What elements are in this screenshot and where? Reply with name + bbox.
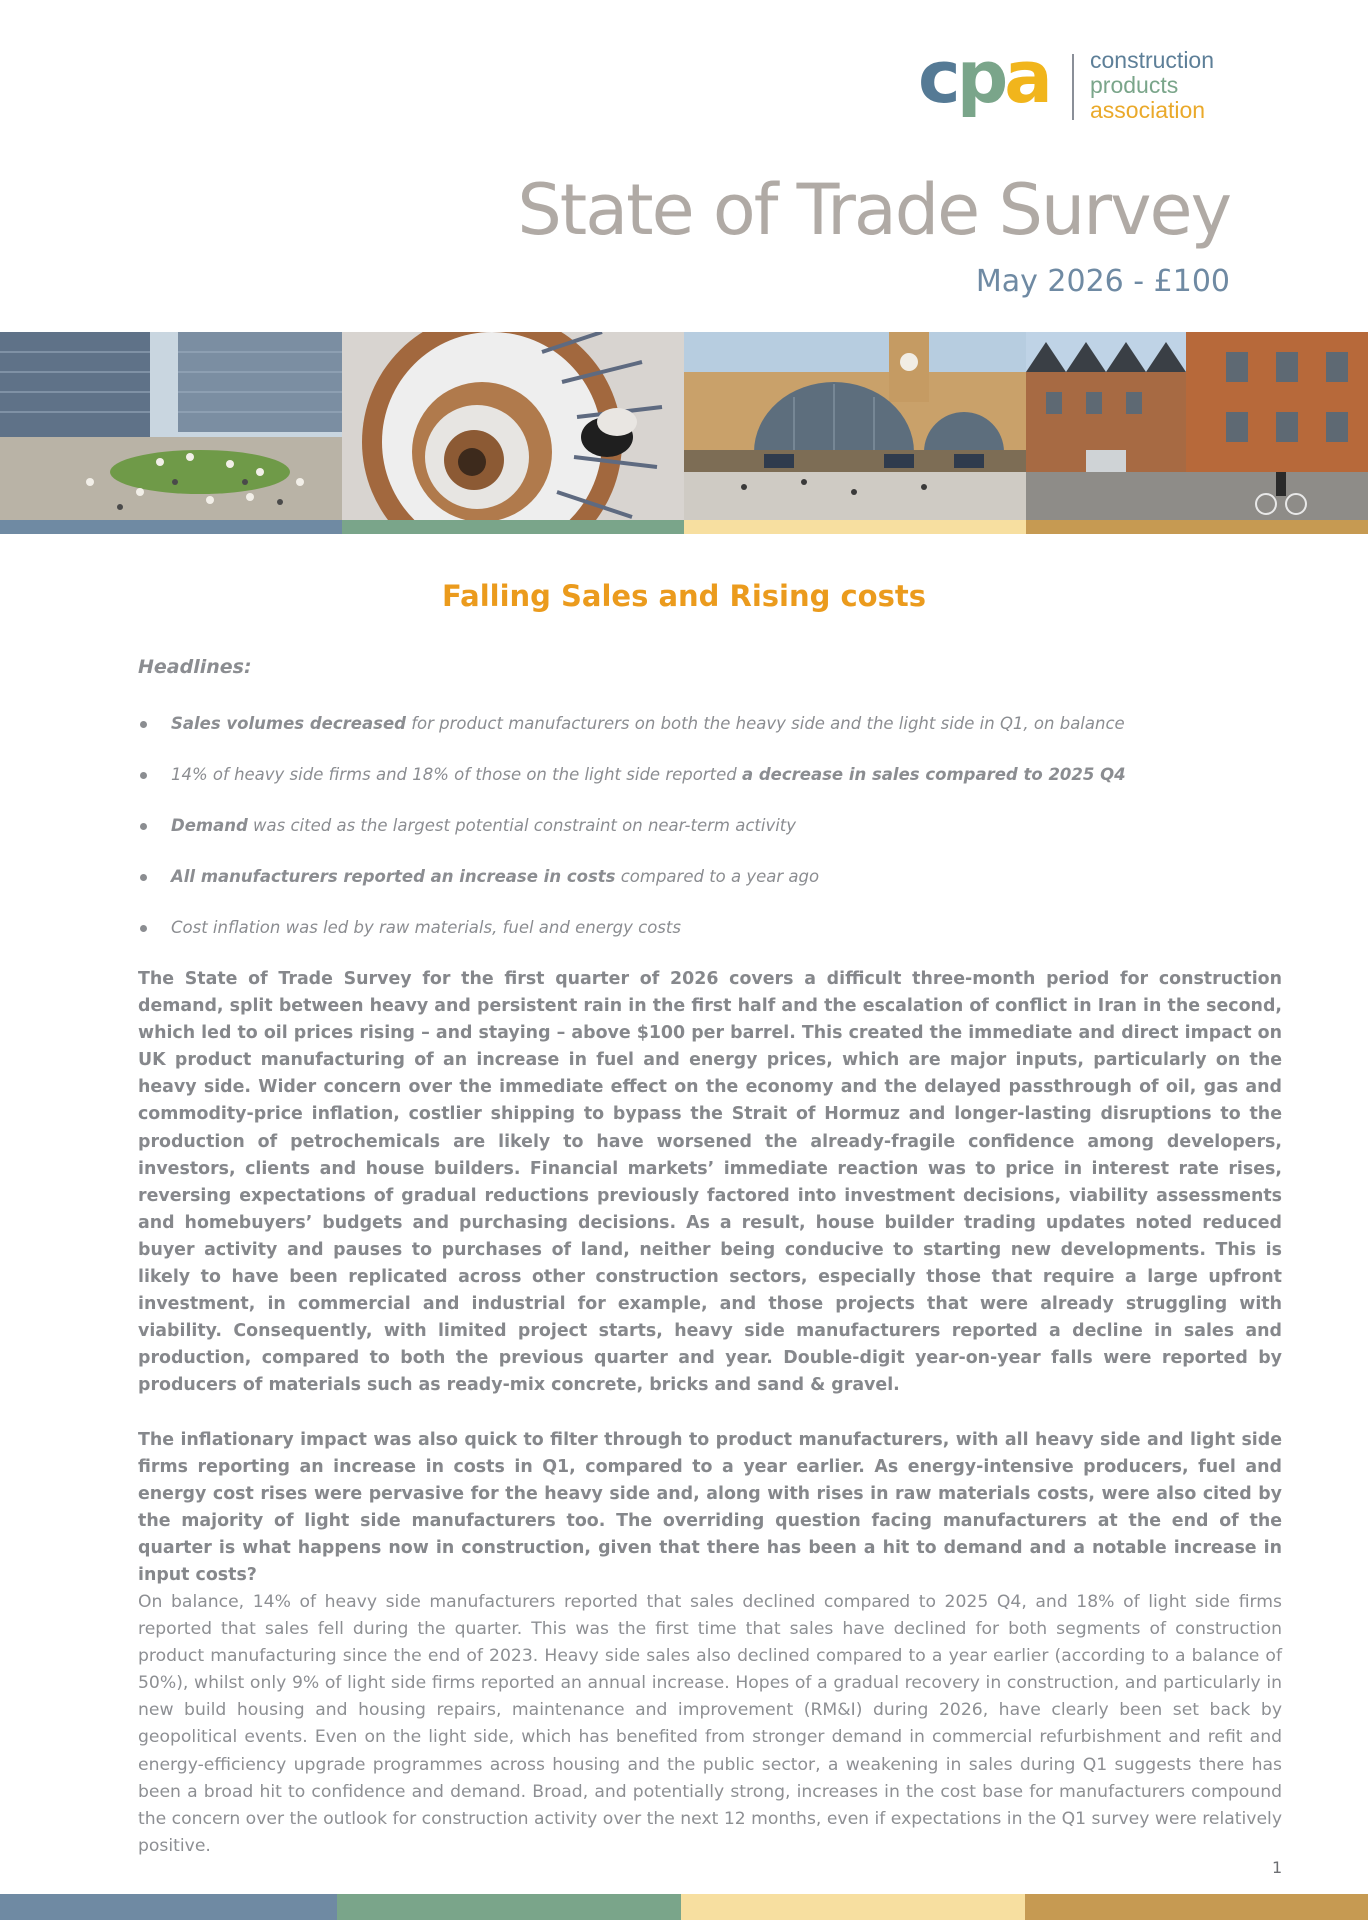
document-subtitle: May 2026 - £100: [975, 264, 1230, 299]
bullet-text: was cited as the largest potential constraint on near-term activity: [247, 816, 797, 835]
bullet-item: [138, 763, 1238, 814]
footer-bar-blue: [0, 1894, 337, 1920]
footer-bar-gold: [1025, 1894, 1368, 1920]
bullet-text: compared to a year ago: [615, 867, 820, 886]
bullet-text: 14% of heavy side firms and 18% of those on the light side reported: [171, 765, 742, 784]
bullet-item: [138, 916, 1238, 967]
bullet-text: Cost inflation was led by raw materials, fuel and energy costs: [171, 918, 681, 937]
paragraph-overview: The State of Trade Survey for the first quarter of 2026 covers a difficult three-month period for construction demand, split between heavy and persistent rain in the first half and the escalation of conflict in Iran in the second, which led to oil prices rising – and staying – above $100 per barrel. This created the immediate and direct impact on UK product manufacturing of an increase in fuel and energy prices, which are major inputs, particularly on the heavy side. Wider concern over the immediate effect on the economy and the delayed passthrough of oil, gas and commodity-price inflation, costlier shipping to bypass the Strait of Hormuz and longer-lasting disruptions to the production of petrochemicals are likely to have worsened the already-fragile confidence among developers, investors, clients and house builders. Financial markets’ immediate reaction was to price in interest rate rises, reversing expectations of gradual reductions previously factored into investment decisions, viability assessments and homebuyers’ budgets and purchasing decisions. As a result, house builder trading updates noted reduced buyer activity and pauses to purchases of land, neither being conducive to starting new developments. This is likely to have been replicated across other construction sectors, especially those that require a large upfront investment, in commercial and industrial for example, and those projects that were already struggling with viability. Consequently, with limited project starts, heavy side manufacturers reported a decline in sales and production, compared to both the previous quarter and year. Double-digit year-on-year falls were reported by producers of materials such as ready-mix concrete, bricks and sand & gravel.: [138, 969, 1282, 1396]
bullet-bold-text: Sales volumes decreased: [171, 714, 406, 733]
photo-bar-yellow: [684, 520, 1026, 534]
office-plaza-photo: [0, 332, 342, 520]
photo-bar-gold: [1026, 520, 1368, 534]
bullet-bold-text: All manufacturers reported an increase in costs: [171, 867, 616, 886]
cpa-logo-mark: [918, 48, 1058, 128]
footer-bar-green: [337, 1894, 681, 1920]
document-title: State of Trade Survey: [517, 169, 1230, 251]
headlines-label: Headlines:: [138, 656, 252, 678]
page-number: 1: [1272, 1858, 1283, 1877]
bullet-item: [138, 712, 1238, 763]
logo-word-construction: construction: [1090, 47, 1215, 73]
bullet-bold-text: Demand: [171, 816, 248, 835]
photo-strip: [0, 332, 1368, 520]
bullet-text: for product manufacturers on both the heavy side and the light side in Q1, on balance: [405, 714, 1125, 733]
logo-divider: [1072, 54, 1074, 120]
section-heading: Falling Sales and Rising costs: [442, 579, 926, 613]
logo-word-association: association: [1090, 97, 1206, 123]
paragraph-sales-balance: On balance, 14% of heavy side manufacturers reported that sales declined compared to 2025 Q4, and 18% of light side firms reported that sales fell during the quarter. This was the first time that sales have declined for both segments of construction product manufacturing since the end of 2023. Heavy side sales also declined compared to a year earlier (according to a balance of 50%), whilst only 9% of light side firms reported an annual increase. Hopes of a gradual recovery in construction, and particularly in new build housing and housing repairs, maintenance and improvement (RM&I) during 2026, have clearly been set back by geopolitical events. Even on the light side, which has benefited from stronger demand in commercial refurbishment and refit and energy-efficiency upgrade programmes across housing and the public sector, a weakening in sales during Q1 suggests there has been a broad hit to confidence and demand. Broad, and potentially strong, increases in the cost base for manufacturers compound the concern over the outlook for construction activity over the next 12 months, even if expectations in the Q1 survey were relatively positive.: [138, 1592, 1282, 1856]
bullet-item: [138, 865, 1238, 916]
photo-color-bars: [0, 520, 1368, 534]
townhouses-photo: [1026, 332, 1368, 520]
bullet-item: [138, 814, 1238, 865]
logo-word-products: products: [1090, 72, 1179, 98]
footer-bar-yellow: [681, 1894, 1025, 1920]
headline-bullets: [138, 712, 1238, 967]
railway-station-photo: [684, 332, 1026, 520]
bullet-bold-text: a decrease in sales compared to 2025 Q4: [741, 765, 1126, 784]
footer-color-bars: [0, 1894, 1368, 1920]
cpa-logo: [918, 48, 1248, 128]
paragraph-inflation: The inflationary impact was also quick to filter through to product manufacturers, with all heavy side and light side firms reporting an increase in costs in Q1, compared to a year earlier. As energy-intensive producers, fuel and energy cost rises were pervasive for the heavy side and, along with rises in raw materials costs, were also cited by the majority of light side manufacturers too. The overriding question facing manufacturers at the end of the quarter is what happens now in construction, given that there has been a hit to demand and a notable increase in input costs?: [138, 1430, 1282, 1586]
photo-bar-green: [342, 520, 684, 534]
spiral-staircase-photo: [342, 332, 684, 520]
svg-text:cpa: cpa: [918, 48, 1049, 119]
logo-wordmark: [1090, 48, 1214, 123]
photo-bar-blue: [0, 520, 342, 534]
